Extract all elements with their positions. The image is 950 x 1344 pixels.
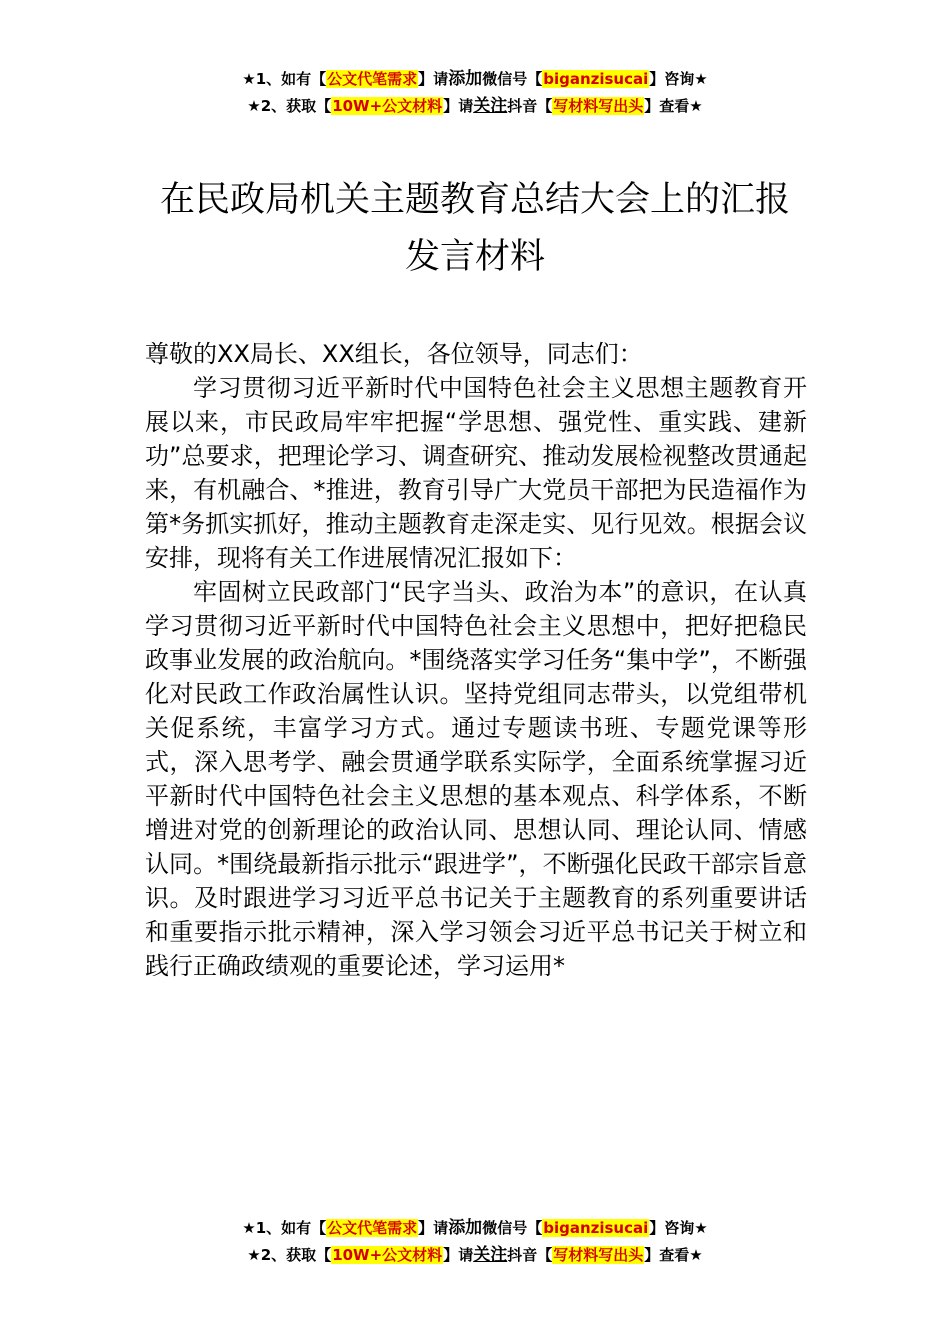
highlight-wechat-id: biganzisucai	[543, 70, 649, 88]
banner-line-2	[0, 93, 950, 120]
banner-emphasis: 关注	[473, 96, 508, 116]
banner-text: 】请	[418, 70, 449, 88]
header-banner	[0, 66, 950, 120]
banner-emphasis: 添加	[448, 1218, 483, 1238]
banner-line-2	[0, 1242, 950, 1269]
banner-text: 】请	[443, 1246, 474, 1264]
banner-text: 】查看★	[644, 1246, 703, 1264]
document-title	[145, 172, 805, 286]
highlight-wechat-id: biganzisucai	[543, 1219, 649, 1237]
title-line-2: 发言材料	[404, 237, 545, 277]
highlight-service: 公文代笔需求	[327, 1219, 418, 1237]
banner-text: 】咨询★	[649, 1219, 708, 1237]
title-line-1: 在民政局机关主题教育总结大会上的汇报	[159, 180, 790, 220]
highlight-materials: 10W+公文材料	[332, 97, 443, 115]
banner-line-1	[0, 1215, 950, 1242]
banner-text: ★2、获取【	[247, 97, 332, 115]
banner-emphasis: 添加	[448, 69, 483, 89]
highlight-service: 公文代笔需求	[327, 70, 418, 88]
banner-text: 】请	[443, 97, 474, 115]
banner-line-1	[0, 66, 950, 93]
highlight-materials: 10W+公文材料	[332, 1246, 443, 1264]
banner-text: ★1、如有【	[242, 70, 327, 88]
highlight-douyin-id: 写材料写出头	[553, 1246, 644, 1264]
banner-text: ★1、如有【	[242, 1219, 327, 1237]
salutation: 尊敬的XX局长、XX组长，各位领导，同志们：	[145, 340, 643, 368]
banner-emphasis: 关注	[473, 1245, 508, 1265]
banner-text: 抖音【	[507, 1246, 553, 1264]
banner-text: ★2、获取【	[247, 1246, 332, 1264]
banner-text: 微信号【	[482, 70, 543, 88]
document-body	[145, 337, 807, 983]
banner-text: 】查看★	[644, 97, 703, 115]
paragraph-1: 学习贯彻习近平新时代中国特色社会主义思想主题教育开展以来，市民政局牢牢把握“学思想、强党性、重实践、建新功”总要求，把理论学习、调查研究、推动发展检视整改贯通起来，有机融合、*推进，教育引导广大党员干部把为民造福作为第*务抓实抓好，推动主题教育走深走实、见行见效。根据会议安排，现将有关工作进展情况汇报如下：	[145, 374, 807, 572]
paragraph-2: 牢固树立民政部门“民字当头、政治为本”的意识，在认真学习贯彻习近平新时代中国特色社会主义思想中，把好把稳民政事业发展的政治航向。*围绕落实学习任务“集中学”，不断强化对民政工作政治属性认识。坚持党组同志带头，以党组带机关促系统，丰富学习方式。通过专题读书班、专题党课等形式，深入思考学、融会贯通学联系实际学，全面系统掌握习近平新时代中国特色社会主义思想的基本观点、科学体系，不断增进对党的创新理论的政治认同、思想认同、理论认同、情感认同。*围绕最新指示批示“跟进学”，不断强化民政干部宗旨意识。及时跟进学习习近平总书记关于主题教育的系列重要讲话和重要指示批示精神，深入学习领会习近平总书记关于树立和践行正确政绩观的重要论述，学习运用*	[145, 578, 807, 980]
banner-text: 】请	[418, 1219, 449, 1237]
footer-banner	[0, 1215, 950, 1269]
highlight-douyin-id: 写材料写出头	[553, 97, 644, 115]
banner-text: 微信号【	[482, 1219, 543, 1237]
banner-text: 】咨询★	[649, 70, 708, 88]
banner-text: 抖音【	[507, 97, 553, 115]
